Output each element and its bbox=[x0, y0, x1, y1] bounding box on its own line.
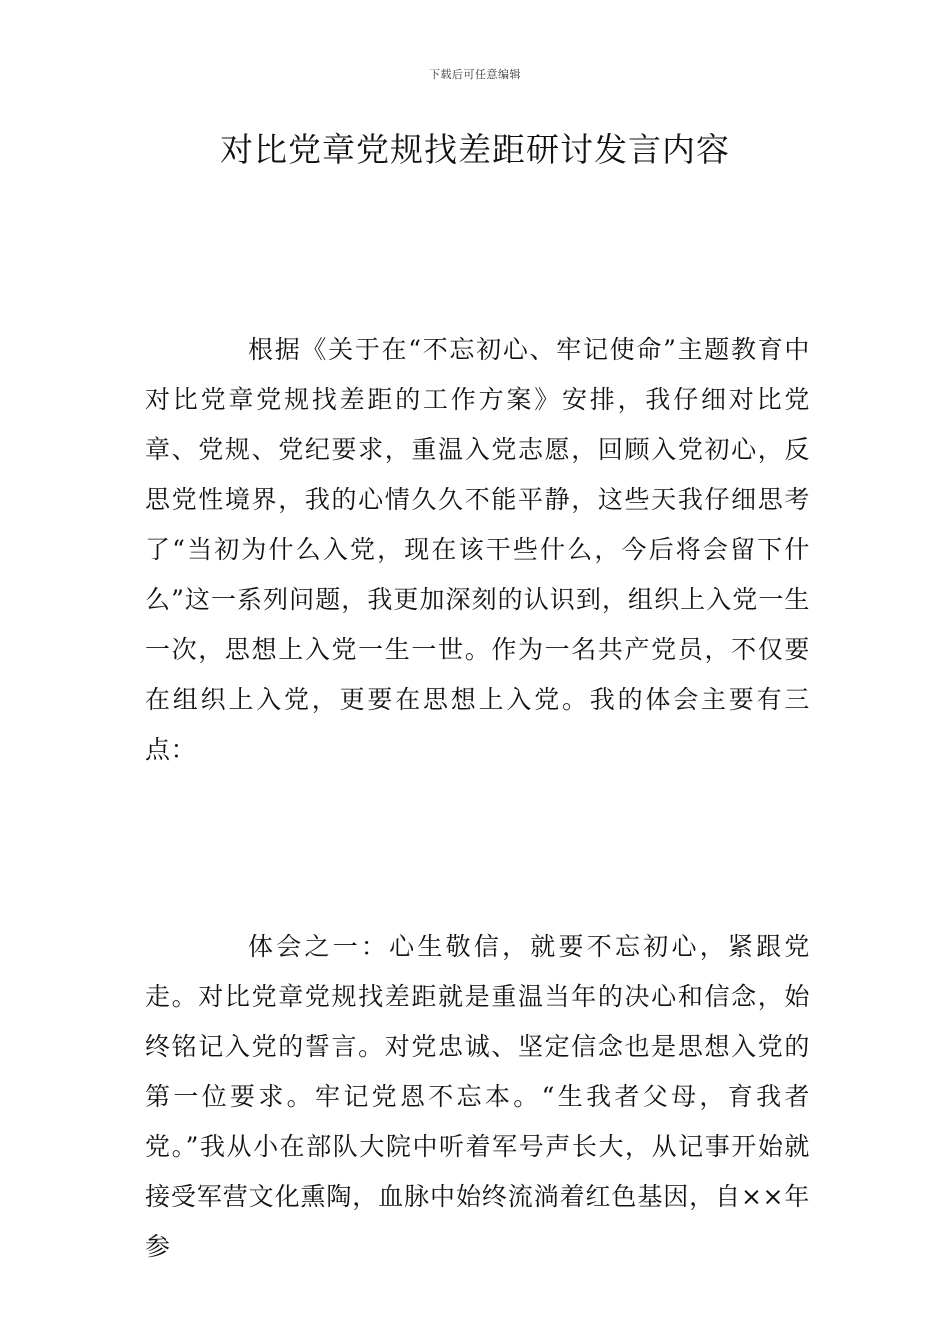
header-note: 下载后可任意编辑 bbox=[429, 68, 521, 81]
paragraph-intro: 根据《关于在“不忘初心、牢记使命”主题教育中对比党章党规找差距的工作方案》安排，我仔细对比党章、党规、党纪要求，重温入党志愿，回顾入党初心，反思党性境界，我的心情久久不能平静，这些天我仔细思考了“当初为什么入党，现在该干些什么，今后将会留下什么”这一系列问题，我更加深刻的认识到，组织上入党一生一次，思想上入党一生一世。作为一名共产党员，不仅要在组织上入党，更要在思想上入党。我的体会主要有三点： bbox=[145, 335, 810, 764]
paragraph-point-one: 体会之一：心生敬信，就要不忘初心，紧跟党走。对比党章党规找差距就是重温当年的决心和信念，始终铭记入党的誓言。对党忠诚、坚定信念也是思想入党的第一位要求。牢记党恩不忘本。“生我者父母，育我者党。”我从小在部队大院中听着军号声长大，从记事开始就接受军营文化熏陶，血脉中始终流淌着红色基因，自××年参 bbox=[145, 932, 810, 1261]
document-title: 对比党章党规找差距研讨发言内容 bbox=[220, 130, 730, 169]
